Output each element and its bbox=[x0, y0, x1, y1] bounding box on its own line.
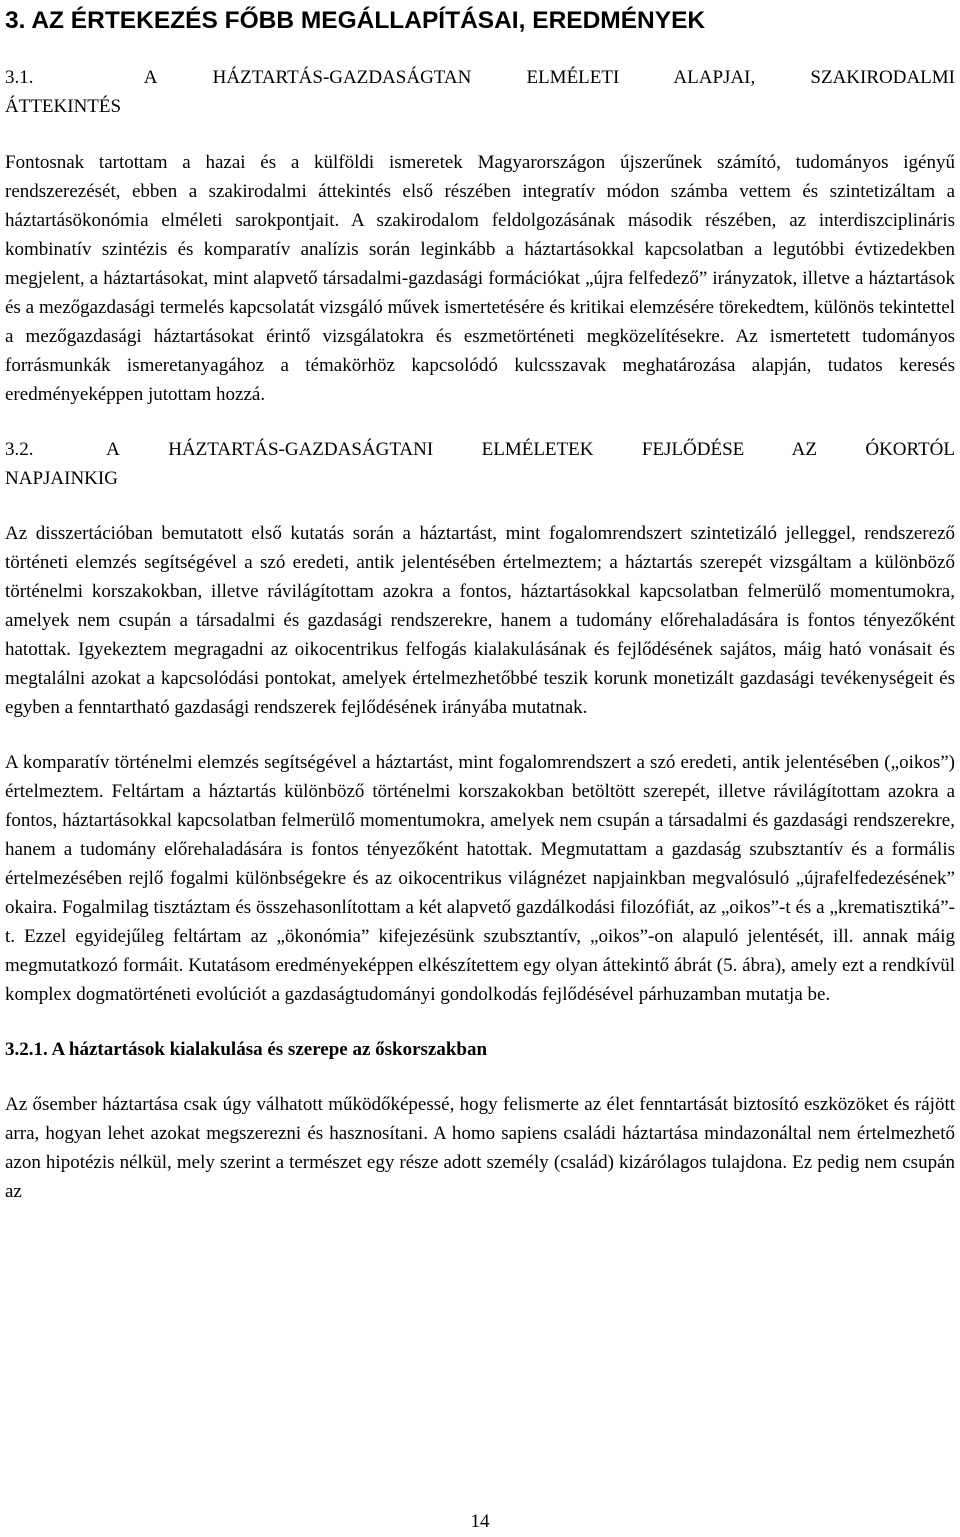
section-3-1 bbox=[5, 63, 955, 409]
section-3-1-paragraph: Fontosnak tartottam a hazai és a külföldi ismeretek Magyarországon újszerűnek számító, tudományos igényű rendszerezését, ebben a szakirodalmi áttekintés első részében integratív módon számba vettem és szintetizáltam a háztartásökonómia elméleti sarokpontjait. A szakirodalom feldolgozásának második részében, az interdiszciplináris kombinatív szintézis és komparatív analízis során leginkább a háztartásokkal kapcsolatban a legutóbbi évtizedekben megjelent, a háztartásokat, mint alapvető társadalmi-gazdasági formációkat „újra felfedező” irányzatok, illetve a háztartások és a mezőgazdasági termelés kapcsolatát vizsgáló művek ismertetésére és kritikai elemzésére törekedtem, különös tekintettel a mezőgazdasági háztartásokat érintő vizsgálatokra és eszmetörténeti megközelítésekre. Az ismertetett tudományos forrásmunkák ismeretanyagához a témakörhöz kapcsolódó kulcsszavak meghatározása alapján, tudatos keresés eredményeképpen jutottam hozzá. bbox=[5, 152, 955, 405]
section-3-2-heading-line2: NAPJAINKIG bbox=[5, 468, 118, 489]
section-3-2-1-heading: 3.2.1. A háztartások kialakulása és szerepe az őskorszakban bbox=[5, 1039, 488, 1060]
page-number: 14 bbox=[470, 1511, 490, 1532]
section-3-2 bbox=[5, 435, 955, 1009]
section-3-2-1-paragraph: Az ősember háztartása csak úgy válhatott működőképessé, hogy felismerte az élet fenntartását biztosító eszközöket és rájött arra, hogyan lehet azokat megszerezni és hasznosítani. A homo sapiens családi háztartása mindazonáltal nem értelmezhető azon hipotézis nélkül, mely szerint a természet egy része adott személy (család) kizárólagos tulajdona. Ez pedig nem csupán az bbox=[5, 1094, 955, 1202]
section-3-1-heading-line1: 3.1. A HÁZTARTÁS-GAZDASÁGTAN ELMÉLETI ALAPJAI, SZAKIRODALMI bbox=[5, 67, 955, 88]
section-3-2-paragraph-1: Az disszertációban bemutatott első kutatás során a háztartást, mint fogalomrendszert szintetizáló jelleggel, rendszerező történeti elemzés segítségével a szó eredeti, antik jelentésében értelmeztem; a háztartás szerepét vizsgáltam a különböző történelmi korszakokban, illetve rávilágítottam azokra a fontos, háztartásokkal kapcsolatban felmerülő momentumokra, amelyek nem csupán a társadalmi és gazdasági rendszerekre, hanem a tudomány előrehaladására is fontos tényezőként hatottak. Igyekeztem megragadni az oikocentrikus felfogás kialakulásának és fejlődésének sajátos, máig ható vonásait és megtalálni azokat a kapcsolódási pontokat, amelyek értelmezhetőbbé teszik korunk monetizált gazdasági tevékenységeit és egyben a fenntartható gazdasági rendszerek fejlődésének irányába mutatnak. bbox=[5, 523, 955, 718]
section-3-2-1 bbox=[5, 1035, 955, 1206]
chapter-title: 3. AZ ÉRTEKEZÉS FŐBB MEGÁLLAPÍTÁSAI, EREDMÉNYEK bbox=[5, 7, 706, 34]
section-3-2-paragraph-2: A komparatív történelmi elemzés segítségével a háztartást, mint fogalomrendszert a szó eredeti, antik jelentésében („oikos”) értelmeztem. Feltártam a háztartás különböző történelmi korszakokban betöltött szerepét, illetve rávilágítottam azokra a fontos, háztartásokkal kapcsolatban felmerülő momentumokra, amelyek nem csupán a társadalmi és gazdasági rendszerekre, hanem a tudomány előrehaladására is fontos tényezőként hatottak. Megmutattam a gazdaság szubsztantív és a formális értelmezésében rejlő fogalmi különbségekre és az oikocentrikus világnézet napjainkban megvalósuló „újrafelfedezésének” okaira. Fogalmilag tisztáztam és összehasonlítottam a két alapvető gazdálkodási filozófiát, az „oikos”-t és a „krematisztiká”-t. Ezzel egyidejűleg feltártam az „ökonómia” kifejezésünk szubsztantív, „oikos”-on alapuló jelentését, ill. annak máig megmutatkozó formáit. Kutatásom eredményeképpen elkészítettem egy olyan áttekintő ábrát (5. ábra), amely ezt a rendkívül komplex dogmatörténeti evolúciót a gazdaságtudományi gondolkodás fejlődésével párhuzamban mutatja be. bbox=[5, 752, 955, 1005]
document-page bbox=[5, 0, 955, 1206]
section-3-1-heading-line2: ÁTTEKINTÉS bbox=[5, 96, 122, 117]
section-3-2-heading-line1: 3.2. A HÁZTARTÁS-GAZDASÁGTANI ELMÉLETEK FEJLŐDÉSE AZ ÓKORTÓL bbox=[5, 439, 955, 460]
